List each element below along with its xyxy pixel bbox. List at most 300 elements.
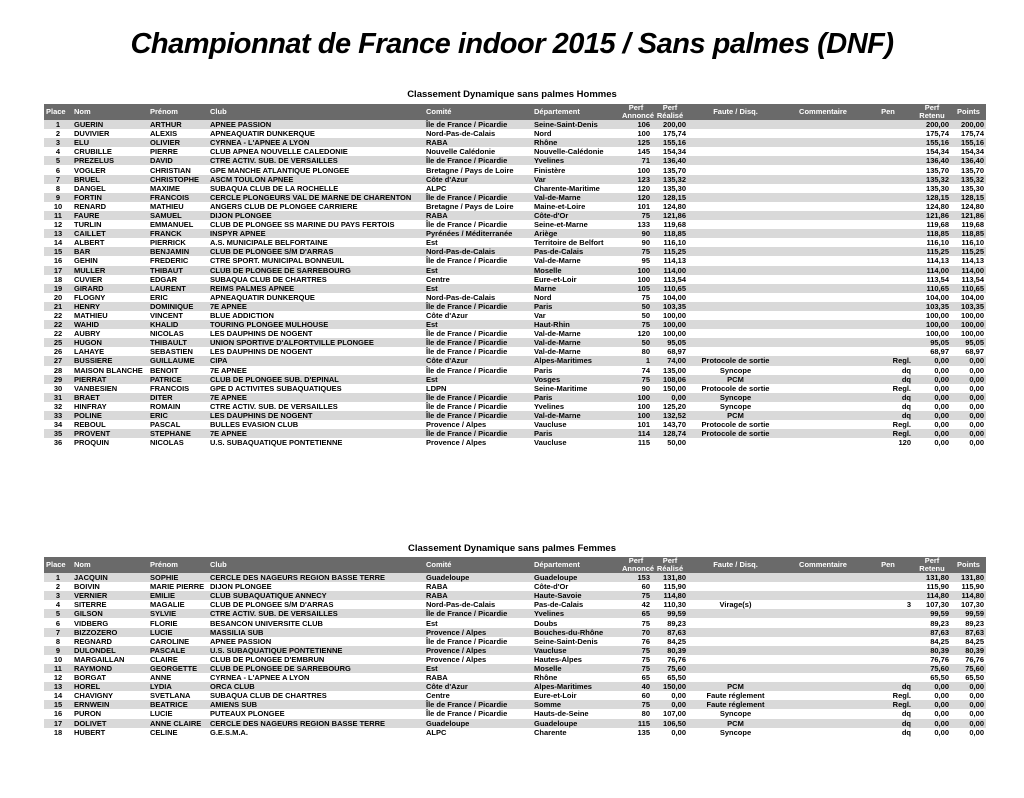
cell-prenom: PIERRE (148, 147, 208, 156)
cell-pen (863, 673, 913, 682)
cell-pen: dq (863, 375, 913, 384)
cell-pen: Regl. (863, 700, 913, 709)
cell-nom: BOIVIN (72, 582, 148, 591)
cell-points: 0,00 (951, 420, 986, 429)
cell-place: 18 (44, 275, 72, 284)
cell-perf-annonce: 145 (620, 147, 652, 156)
cell-points: 175,74 (951, 129, 986, 138)
cell-nom: REGNARD (72, 637, 148, 646)
cell-points: 0,00 (951, 438, 986, 447)
cell-departement: Val-de-Marne (532, 193, 620, 202)
cell-perf-annonce: 80 (620, 347, 652, 356)
cell-nom: MAISON BLANCHE (72, 366, 148, 375)
cell-pen (863, 628, 913, 637)
cell-perf-retenu: 99,59 (913, 609, 951, 618)
cell-comite: Côte d'Azur (424, 175, 532, 184)
cell-departement: Pas-de-Calais (532, 600, 620, 609)
cell-nom: PROVENT (72, 429, 148, 438)
cell-perf-annonce: 76 (620, 637, 652, 646)
cell-faute: Faute réglement (688, 700, 783, 709)
cell-comite: Île de France / Picardie (424, 709, 532, 718)
cell-club: MASSILIA SUB (208, 628, 424, 637)
cell-points: 0,00 (951, 682, 986, 691)
cell-perf-realise: 116,10 (652, 238, 688, 247)
cell-perf-realise: 0,00 (652, 700, 688, 709)
cell-points: 100,00 (951, 320, 986, 329)
cell-commentaire (783, 429, 863, 438)
cell-faute: Syncope (688, 366, 783, 375)
cell-commentaire (783, 438, 863, 447)
header-perf-retenu: Perf Retenu (913, 104, 951, 120)
cell-comite: Côte d'Azur (424, 682, 532, 691)
cell-departement: Doubs (532, 618, 620, 627)
cell-club: UNION SPORTIVE D'ALFORTVILLE PLONGEE (208, 338, 424, 347)
cell-perf-annonce: 75 (620, 700, 652, 709)
cell-faute (688, 637, 783, 646)
table-row (44, 582, 986, 591)
cell-points: 128,15 (951, 193, 986, 202)
cell-departement: Alpes-Maritimes (532, 356, 620, 365)
cell-perf-retenu: 95,05 (913, 338, 951, 347)
cell-points: 136,40 (951, 156, 986, 165)
cell-points: 95,05 (951, 338, 986, 347)
cell-departement: Haute-Savoie (532, 591, 620, 600)
cell-pen (863, 229, 913, 238)
cell-faute (688, 193, 783, 202)
cell-departement: Vaucluse (532, 438, 620, 447)
cell-club: BULLES EVASION CLUB (208, 420, 424, 429)
cell-club: DIJON PLONGEE (208, 211, 424, 220)
cell-faute: Protocole de sortie (688, 429, 783, 438)
cell-faute (688, 646, 783, 655)
cell-pen (863, 211, 913, 220)
cell-comite: Guadeloupe (424, 573, 532, 582)
cell-commentaire (783, 275, 863, 284)
cell-nom: VANBESIEN (72, 384, 148, 393)
cell-comite: Nouvelle Calédonie (424, 147, 532, 156)
cell-pen (863, 582, 913, 591)
cell-perf-annonce: 120 (620, 329, 652, 338)
cell-perf-annonce: 71 (620, 156, 652, 165)
cell-pen: Regl. (863, 420, 913, 429)
table-row (44, 284, 986, 293)
header-comite: Comité (424, 557, 532, 573)
cell-departement: Pas-de-Calais (532, 247, 620, 256)
cell-departement: Moselle (532, 266, 620, 275)
cell-perf-retenu: 118,85 (913, 229, 951, 238)
cell-prenom: ANNE CLAIRE (148, 719, 208, 728)
cell-perf-annonce: 90 (620, 238, 652, 247)
header-perf-retenu: Perf Retenu (913, 557, 951, 573)
cell-nom: HINFRAY (72, 402, 148, 411)
cell-perf-annonce: 50 (620, 338, 652, 347)
cell-place: 12 (44, 220, 72, 229)
cell-comite: Centre (424, 275, 532, 284)
cell-commentaire (783, 366, 863, 375)
cell-points: 119,68 (951, 220, 986, 229)
cell-perf-annonce: 65 (620, 673, 652, 682)
cell-pen (863, 175, 913, 184)
cell-points: 65,50 (951, 673, 986, 682)
cell-departement: Charente-Maritime (532, 184, 620, 193)
cell-prenom: OLIVIER (148, 138, 208, 147)
cell-perf-realise: 119,68 (652, 220, 688, 229)
cell-points: 110,65 (951, 284, 986, 293)
cell-prenom: NICOLAS (148, 329, 208, 338)
cell-comite: Île de France / Picardie (424, 156, 532, 165)
cell-pen (863, 247, 913, 256)
cell-commentaire (783, 293, 863, 302)
table-row (44, 402, 986, 411)
cell-departement: Val-de-Marne (532, 256, 620, 265)
cell-comite: RABA (424, 138, 532, 147)
cell-perf-retenu: 104,00 (913, 293, 951, 302)
cell-points: 0,00 (951, 728, 986, 737)
cell-pen (863, 646, 913, 655)
cell-nom: TURLIN (72, 220, 148, 229)
cell-perf-annonce: 120 (620, 184, 652, 193)
cell-perf-retenu: 110,65 (913, 284, 951, 293)
cell-perf-realise: 104,00 (652, 293, 688, 302)
cell-prenom: FREDERIC (148, 256, 208, 265)
cell-faute: Faute réglement (688, 691, 783, 700)
cell-comite: Île de France / Picardie (424, 220, 532, 229)
cell-club: CERCLE DES NAGEURS REGION BASSE TERRE (208, 719, 424, 728)
cell-departement: Hautes-Alpes (532, 655, 620, 664)
cell-perf-retenu: 87,63 (913, 628, 951, 637)
cell-prenom: LAURENT (148, 284, 208, 293)
cell-perf-retenu: 135,32 (913, 175, 951, 184)
cell-nom: POLINE (72, 411, 148, 420)
cell-departement: Nord (532, 129, 620, 138)
cell-commentaire (783, 691, 863, 700)
cell-perf-retenu: 124,80 (913, 202, 951, 211)
cell-faute (688, 320, 783, 329)
cell-club: CLUB DE PLONGEE DE SARREBOURG (208, 664, 424, 673)
cell-perf-realise: 125,20 (652, 402, 688, 411)
cell-faute (688, 655, 783, 664)
cell-perf-retenu: 114,80 (913, 591, 951, 600)
cell-perf-realise: 200,00 (652, 120, 688, 129)
cell-commentaire (783, 618, 863, 627)
cell-departement: Côte-d'Or (532, 211, 620, 220)
cell-prenom: PASCALE (148, 646, 208, 655)
table-row (44, 202, 986, 211)
cell-nom: CUVIER (72, 275, 148, 284)
cell-comite: Pyrénées / Méditerranée (424, 229, 532, 238)
cell-points: 100,00 (951, 329, 986, 338)
cell-nom: VIDBERG (72, 618, 148, 627)
table-row (44, 411, 986, 420)
cell-nom: RAYMOND (72, 664, 148, 673)
cell-nom: DULONDEL (72, 646, 148, 655)
cell-club: CERCLE DES NAGEURS REGION BASSE TERRE (208, 573, 424, 582)
cell-place: 2 (44, 582, 72, 591)
cell-commentaire (783, 719, 863, 728)
cell-pen (863, 329, 913, 338)
table-row (44, 375, 986, 384)
cell-perf-annonce: 75 (620, 664, 652, 673)
cell-comite: Est (424, 284, 532, 293)
cell-nom: PREZELUS (72, 156, 148, 165)
cell-perf-retenu: 0,00 (913, 728, 951, 737)
cell-perf-retenu: 155,16 (913, 138, 951, 147)
cell-perf-retenu: 200,00 (913, 120, 951, 129)
cell-prenom: LUCIE (148, 628, 208, 637)
table-row (44, 673, 986, 682)
cell-comite: ALPC (424, 184, 532, 193)
cell-club: CTRE ACTIV. SUB. DE VERSAILLES (208, 402, 424, 411)
cell-perf-retenu: 128,15 (913, 193, 951, 202)
cell-commentaire (783, 175, 863, 184)
cell-points: 135,32 (951, 175, 986, 184)
cell-perf-annonce: 80 (620, 709, 652, 718)
cell-place: 15 (44, 247, 72, 256)
cell-faute (688, 138, 783, 147)
table-row (44, 429, 986, 438)
cell-place: 33 (44, 411, 72, 420)
cell-perf-annonce: 75 (620, 591, 652, 600)
cell-place: 19 (44, 284, 72, 293)
cell-perf-realise: 136,40 (652, 156, 688, 165)
table-row (44, 655, 986, 664)
cell-departement: Vaucluse (532, 646, 620, 655)
cell-club: APNEAQUATIR DUNKERQUE (208, 129, 424, 138)
header-points: Points (951, 557, 986, 573)
cell-place: 28 (44, 366, 72, 375)
cell-place: 36 (44, 438, 72, 447)
cell-perf-annonce: 75 (620, 618, 652, 627)
cell-pen (863, 591, 913, 600)
cell-departement: Bouches-du-Rhône (532, 628, 620, 637)
cell-comite: Côte d'Azur (424, 311, 532, 320)
cell-perf-retenu: 100,00 (913, 311, 951, 320)
cell-club: CTRE ACTIV. SUB. DE VERSAILLES (208, 609, 424, 618)
cell-departement: Ariège (532, 229, 620, 238)
cell-perf-annonce: 75 (620, 293, 652, 302)
cell-comite: LDPN (424, 384, 532, 393)
cell-perf-retenu: 113,54 (913, 275, 951, 284)
cell-faute (688, 238, 783, 247)
cell-club: LES DAUPHINS DE NOGENT (208, 347, 424, 356)
cell-perf-annonce: 153 (620, 573, 652, 582)
cell-perf-retenu: 116,10 (913, 238, 951, 247)
cell-perf-retenu: 76,76 (913, 655, 951, 664)
cell-place: 10 (44, 202, 72, 211)
table-row (44, 147, 986, 156)
table-row (44, 728, 986, 737)
cell-pen (863, 311, 913, 320)
header-points: Points (951, 104, 986, 120)
cell-pen (863, 220, 913, 229)
cell-faute: Syncope (688, 709, 783, 718)
cell-perf-realise: 0,00 (652, 728, 688, 737)
cell-place: 16 (44, 709, 72, 718)
cell-perf-realise: 135,30 (652, 184, 688, 193)
cell-perf-annonce: 120 (620, 193, 652, 202)
cell-perf-realise: 110,30 (652, 600, 688, 609)
cell-nom: MARGAILLAN (72, 655, 148, 664)
cell-perf-realise: 128,74 (652, 429, 688, 438)
cell-perf-retenu: 80,39 (913, 646, 951, 655)
cell-faute (688, 582, 783, 591)
cell-departement: Yvelines (532, 609, 620, 618)
cell-commentaire (783, 256, 863, 265)
cell-points: 118,85 (951, 229, 986, 238)
cell-club: AMIENS SUB (208, 700, 424, 709)
cell-club: ORCA CLUB (208, 682, 424, 691)
header-place: Place (44, 104, 72, 120)
cell-club: GPE MANCHE ATLANTIQUE PLONGEE (208, 165, 424, 174)
cell-perf-retenu: 114,00 (913, 266, 951, 275)
cell-perf-realise: 76,76 (652, 655, 688, 664)
cell-prenom: BEATRICE (148, 700, 208, 709)
cell-comite: Provence / Alpes (424, 646, 532, 655)
cell-place: 9 (44, 646, 72, 655)
cell-pen (863, 347, 913, 356)
cell-perf-annonce: 75 (620, 320, 652, 329)
cell-nom: BIZZOZERO (72, 628, 148, 637)
cell-prenom: FRANCOIS (148, 384, 208, 393)
cell-pen (863, 338, 913, 347)
cell-prenom: ROMAIN (148, 402, 208, 411)
cell-nom: MATHIEU (72, 311, 148, 320)
cell-commentaire (783, 709, 863, 718)
cell-departement: Charente (532, 728, 620, 737)
cell-perf-annonce: 42 (620, 600, 652, 609)
cell-points: 99,59 (951, 609, 986, 618)
cell-perf-retenu: 0,00 (913, 384, 951, 393)
table-row (44, 646, 986, 655)
cell-perf-annonce: 75 (620, 247, 652, 256)
cell-club: TOURING PLONGEE MULHOUSE (208, 320, 424, 329)
cell-pen (863, 609, 913, 618)
table-row (44, 609, 986, 618)
cell-perf-realise: 68,97 (652, 347, 688, 356)
cell-club: APNEAQUATIR DUNKERQUE (208, 293, 424, 302)
cell-faute (688, 591, 783, 600)
cell-place: 18 (44, 728, 72, 737)
cell-nom: FORTIN (72, 193, 148, 202)
cell-commentaire (783, 329, 863, 338)
cell-perf-retenu: 114,13 (913, 256, 951, 265)
table-row (44, 120, 986, 129)
cell-perf-retenu: 0,00 (913, 429, 951, 438)
cell-departement: Seine-Saint-Denis (532, 637, 620, 646)
cell-departement: Paris (532, 366, 620, 375)
table-row (44, 129, 986, 138)
header-club: Club (208, 104, 424, 120)
cell-perf-retenu: 100,00 (913, 320, 951, 329)
cell-commentaire (783, 184, 863, 193)
cell-departement: Val-de-Marne (532, 347, 620, 356)
cell-comite: Guadeloupe (424, 719, 532, 728)
cell-comite: Côte d'Azur (424, 356, 532, 365)
cell-departement: Val-de-Marne (532, 338, 620, 347)
cell-comite: RABA (424, 673, 532, 682)
header-nom: Nom (72, 104, 148, 120)
cell-pen: Regl. (863, 356, 913, 365)
header-comite: Comité (424, 104, 532, 120)
cell-club: SUBAQUA CLUB DE LA ROCHELLE (208, 184, 424, 193)
cell-points: 0,00 (951, 375, 986, 384)
cell-prenom: ARTHUR (148, 120, 208, 129)
cell-perf-realise: 150,00 (652, 384, 688, 393)
cell-commentaire (783, 320, 863, 329)
cell-place: 14 (44, 238, 72, 247)
cell-perf-retenu: 154,34 (913, 147, 951, 156)
cell-faute: Protocole de sortie (688, 420, 783, 429)
cell-prenom: ANNE (148, 673, 208, 682)
cell-comite: Est (424, 266, 532, 275)
header-perf-realise: Perf Réalisé (652, 104, 688, 120)
cell-perf-annonce: 95 (620, 256, 652, 265)
cell-departement: Haut-Rhin (532, 320, 620, 329)
cell-nom: DOLIVET (72, 719, 148, 728)
header-pen: Pen (863, 104, 913, 120)
cell-perf-realise: 132,52 (652, 411, 688, 420)
cell-departement: Yvelines (532, 156, 620, 165)
cell-prenom: GUILLAUME (148, 356, 208, 365)
cell-pen (863, 275, 913, 284)
cell-nom: GIRARD (72, 284, 148, 293)
cell-club: 7E APNEE (208, 366, 424, 375)
cell-club: BESANCON UNIVERSITE CLUB (208, 618, 424, 627)
cell-points: 114,00 (951, 266, 986, 275)
cell-pen: 120 (863, 438, 913, 447)
cell-place: 15 (44, 700, 72, 709)
cell-perf-annonce: 133 (620, 220, 652, 229)
cell-club: U.S. SUBAQUATIQUE PONTETIENNE (208, 646, 424, 655)
header-commentaire: Commentaire (783, 557, 863, 573)
cell-place: 16 (44, 256, 72, 265)
cell-prenom: GEORGETTE (148, 664, 208, 673)
cell-departement: Territoire de Belfort (532, 238, 620, 247)
cell-comite: Île de France / Picardie (424, 402, 532, 411)
cell-perf-retenu: 136,40 (913, 156, 951, 165)
cell-comite: Île de France / Picardie (424, 393, 532, 402)
cell-club: CTRE ACTIV. SUB. DE VERSAILLES (208, 156, 424, 165)
table-row (44, 384, 986, 393)
cell-pen (863, 664, 913, 673)
cell-points: 155,16 (951, 138, 986, 147)
cell-departement: Seine-Maritime (532, 384, 620, 393)
cell-perf-annonce: 60 (620, 582, 652, 591)
cell-departement: Val-de-Marne (532, 411, 620, 420)
table-row (44, 573, 986, 582)
table-row (44, 347, 986, 356)
cell-place: 8 (44, 184, 72, 193)
cell-place: 12 (44, 673, 72, 682)
results-table-femmes (44, 557, 986, 737)
cell-faute (688, 302, 783, 311)
cell-faute (688, 129, 783, 138)
cell-perf-retenu: 175,74 (913, 129, 951, 138)
cell-prenom: SVETLANA (148, 691, 208, 700)
cell-pen (863, 302, 913, 311)
cell-perf-annonce: 100 (620, 411, 652, 420)
cell-comite: Île de France / Picardie (424, 193, 532, 202)
cell-perf-annonce: 101 (620, 202, 652, 211)
cell-perf-annonce: 50 (620, 302, 652, 311)
cell-perf-retenu: 0,00 (913, 691, 951, 700)
table-row (44, 229, 986, 238)
cell-commentaire (783, 238, 863, 247)
cell-place: 29 (44, 375, 72, 384)
cell-perf-annonce: 40 (620, 682, 652, 691)
cell-perf-annonce: 75 (620, 655, 652, 664)
cell-commentaire (783, 347, 863, 356)
